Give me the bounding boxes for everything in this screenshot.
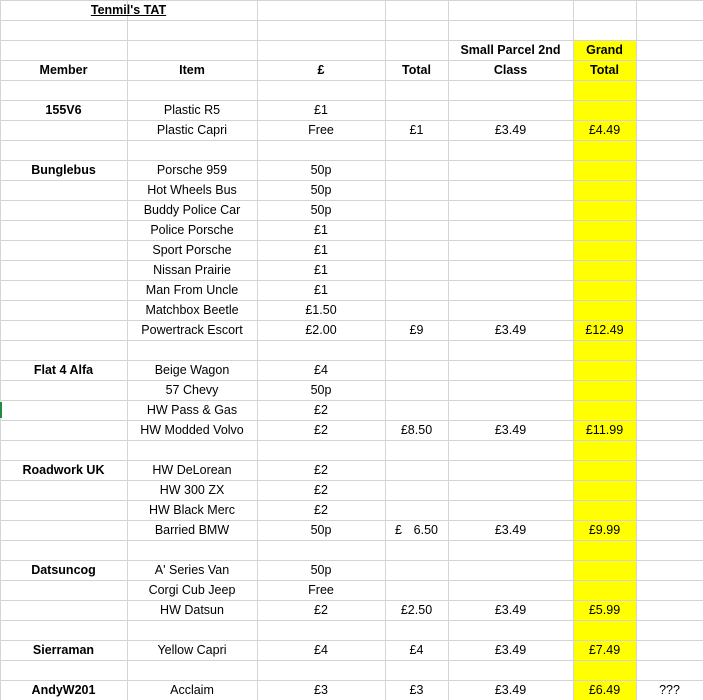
cell-price[interactable]: 50p [310,383,332,397]
cell-member[interactable]: Flat 4 Alfa [33,363,94,377]
cell-item[interactable]: Sport Porsche [152,243,232,257]
cell-item[interactable]: Man From Uncle [145,283,239,297]
cell-item[interactable]: HW Modded Volvo [140,423,244,437]
cell-price[interactable]: £4 [314,363,328,377]
cell-item[interactable]: HW Pass & Gas [146,403,238,417]
header-grand-line2[interactable]: Total [590,63,619,77]
cell-price[interactable]: £2 [314,483,328,497]
cell-price[interactable]: £2 [314,403,328,417]
cell-total[interactable]: £1 [409,123,424,137]
cell-item[interactable]: Powertrack Escort [141,323,243,337]
cell-price[interactable]: £1 [314,243,328,257]
sheet-title: Tenmil's TAT [90,3,167,17]
cell-member[interactable]: 155V6 [45,103,82,117]
cell-total[interactable]: £2.50 [400,603,433,617]
cell-grand[interactable]: £6.49 [588,683,621,697]
header-postage-line2[interactable]: Class [493,63,528,77]
cell-price[interactable]: £1 [314,103,328,117]
cell-price[interactable]: £2.00 [305,323,337,337]
cell-grand[interactable]: £5.99 [588,603,621,617]
cell-grand[interactable]: £4.49 [588,123,621,137]
cell-item[interactable]: HW Black Merc [148,503,236,517]
cell-member[interactable]: Sierraman [32,643,95,657]
cell-postage[interactable]: £3.49 [494,603,527,617]
cell-item[interactable]: Beige Wagon [154,363,230,377]
header-total[interactable]: Total [402,63,431,77]
cell-grand[interactable]: £11.99 [585,423,624,437]
cell-price[interactable]: £2 [314,603,328,617]
cell-price[interactable]: 50p [310,203,332,217]
cell-postage[interactable]: £3.49 [494,523,527,537]
header-grand-line1[interactable]: Grand [586,43,623,57]
cell-postage[interactable]: £3.49 [494,643,527,657]
cell-item[interactable]: Police Porsche [150,223,234,237]
cell-member[interactable]: Roadwork UK [22,463,105,477]
cell-price[interactable]: £4 [314,643,328,657]
cell-price[interactable]: £1.50 [305,303,337,317]
cell-total[interactable]: £9 [409,323,424,337]
cell-item[interactable]: Hot Wheels Bus [147,183,237,197]
cell-member[interactable]: Bunglebus [31,163,96,177]
cell-grand[interactable]: £7.49 [588,643,621,657]
cell-price[interactable]: Free [308,123,334,137]
header-item[interactable]: Item [179,63,205,77]
cell-postage[interactable]: £3.49 [494,423,527,437]
cell-item[interactable]: Plastic R5 [163,103,221,117]
cell-item[interactable]: HW DeLorean [152,463,232,477]
cell-item[interactable]: Yellow Capri [157,643,227,657]
cell-item[interactable]: Porsche 959 [156,163,228,177]
cell-price[interactable]: 50p [310,563,332,577]
cell-postage[interactable]: £3.49 [494,323,527,337]
cell-item[interactable]: Buddy Police Car [143,203,241,217]
cell-price[interactable]: 50p [310,183,332,197]
cell-total[interactable]: £4 [409,643,424,657]
cell-total[interactable]: £3 [409,683,424,697]
cell-member[interactable]: AndyW201 [31,683,96,697]
cell-item[interactable]: Matchbox Beetle [145,303,239,317]
header-member[interactable]: Member [39,63,88,77]
cell-price[interactable]: £2 [314,463,328,477]
cell-item[interactable]: Acclaim [170,683,214,697]
cell-total[interactable] [385,520,448,540]
cell-item[interactable]: HW Datsun [160,603,224,617]
cell-item[interactable]: Barried BMW [154,523,230,537]
cell-price[interactable]: £2 [314,423,328,437]
header-price[interactable]: £ [317,63,325,77]
cell-price[interactable]: £1 [314,283,328,297]
cell-item[interactable]: Plastic Capri [156,123,228,137]
cell-grand[interactable]: £12.49 [585,323,624,337]
cell-item[interactable]: Nissan Prairie [153,263,231,277]
cell-item[interactable]: A' Series Van [154,563,230,577]
cell-item[interactable]: HW 300 ZX [159,483,225,497]
header-postage-line1[interactable]: Small Parcel 2nd [460,43,561,57]
cell-item[interactable]: Corgi Cub Jeep [148,583,236,597]
cell-price[interactable]: Free [308,583,334,597]
total-amount: 6.50 [413,523,438,537]
cell-price[interactable]: £1 [314,263,328,277]
cell-note[interactable]: ??? [659,683,680,697]
cell-postage[interactable]: £3.49 [494,123,527,137]
cell-grand[interactable]: £9.99 [588,523,621,537]
row-marker [0,402,2,418]
cell-item[interactable]: 57 Chevy [165,383,219,397]
currency-symbol: £ [395,523,402,537]
cell-price[interactable]: 50p [310,523,332,537]
cell-price[interactable]: £3 [314,683,328,697]
cell-price[interactable]: £1 [314,223,328,237]
cell-price[interactable]: 50p [310,163,332,177]
cell-member[interactable]: Datsuncog [31,563,96,577]
cell-postage[interactable]: £3.49 [494,683,527,697]
cell-price[interactable]: £2 [314,503,328,517]
cell-total[interactable]: £8.50 [400,423,433,437]
